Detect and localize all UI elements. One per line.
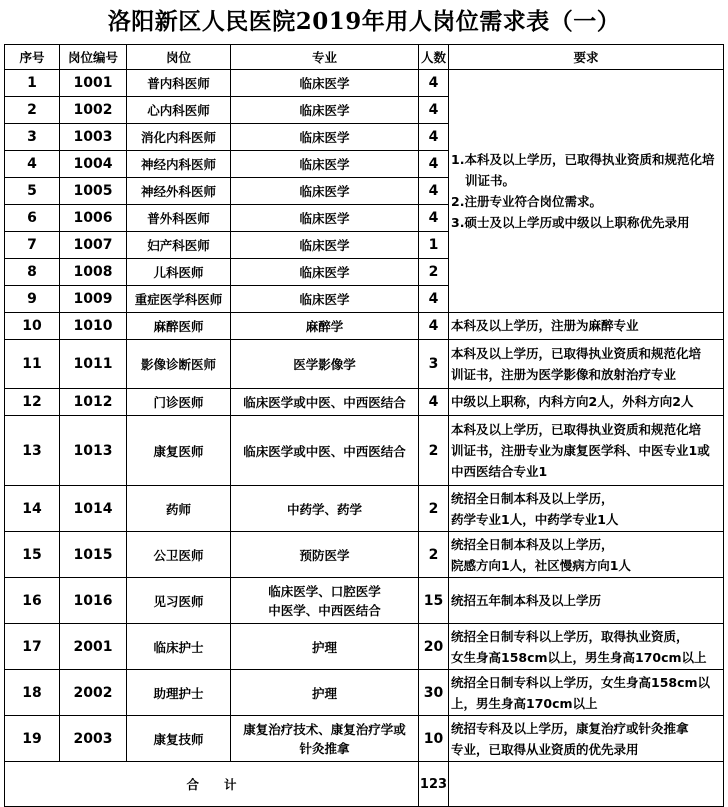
requirement-cell [449,389,724,416]
major-line: 针灸推拿 [299,740,350,756]
count-cell: 4 [419,124,449,151]
position-cell: 公卫医师 [127,532,231,578]
major-cell: 护理 [231,624,419,670]
requirement-line: 统招专科及以上学历，康复治疗或针灸推拿 [451,720,689,736]
requirement-cell [449,624,724,670]
seq-cell: 5 [5,178,60,205]
seq-cell: 6 [5,205,60,232]
requirement-line: 本科及以上学历，注册为麻醉专业 [451,318,639,333]
code-cell: 1002 [60,97,127,124]
header-major: 专业 [231,45,419,70]
major-cell: 临床医学 [231,205,419,232]
count-cell: 2 [419,486,449,532]
code-cell: 1012 [60,389,127,416]
total-row [5,762,724,807]
code-cell: 1007 [60,232,127,259]
position-cell: 妇产科医师 [127,232,231,259]
position-cell: 药师 [127,486,231,532]
requirement-cell [449,486,724,532]
position-cell: 消化内科医师 [127,124,231,151]
requirement-line: 统招全日制本科及以上学历， [451,490,614,506]
count-cell: 20 [419,624,449,670]
major-line: 临床医学、口腔医学 [268,583,381,599]
table-row [5,70,724,97]
requirement-line: 中西医结合专业1 [451,464,548,479]
position-cell: 神经外科医师 [127,178,231,205]
table-row [5,578,724,624]
requirement-cell [449,578,724,624]
position-cell: 影像诊断医师 [127,340,231,389]
major-cell: 临床医学 [231,97,419,124]
table-row [5,624,724,670]
header-seq: 序号 [5,45,60,70]
code-cell: 1001 [60,70,127,97]
major-cell: 医学影像学 [231,340,419,389]
code-cell: 1016 [60,578,127,624]
job-table [4,44,724,807]
header-position: 岗位 [127,45,231,70]
position-cell: 助理护士 [127,670,231,716]
position-cell: 临床护士 [127,624,231,670]
count-cell: 4 [419,205,449,232]
seq-cell: 19 [5,716,60,762]
group-requirement-cell [449,70,724,313]
requirement-line: 专业，已取得从业资质的优先录用 [451,741,639,757]
requirement-line: 统招全日制本科及以上学历， [451,536,614,552]
total-label: 合 计 [5,762,419,807]
major-cell: 临床医学 [231,124,419,151]
seq-cell: 12 [5,389,60,416]
code-cell: 1006 [60,205,127,232]
requirement-line: 院感方向1人，社区慢病方向1人 [451,557,631,573]
table-row [5,389,724,416]
count-cell: 4 [419,286,449,313]
position-cell: 见习医师 [127,578,231,624]
code-cell: 1003 [60,124,127,151]
requirement-line: 统招全日制专科以上学历，取得执业资质， [451,628,689,644]
requirement-line: 中级以上职称，内科方向2人，外科方向2人 [451,394,694,409]
position-cell: 麻醉医师 [127,313,231,340]
requirement-line: 2.注册专业符合岗位需求。 [451,194,602,209]
seq-cell: 14 [5,486,60,532]
header-count: 人数 [419,45,449,70]
table-row [5,486,724,532]
position-cell: 普外科医师 [127,205,231,232]
major-cell: 临床医学 [231,151,419,178]
major-line: 康复治疗技术、康复治疗学或 [243,721,406,737]
requirement-line: 本科及以上学历，已取得执业资质和规范化培 [451,422,702,437]
seq-cell: 10 [5,313,60,340]
requirement-line: 3.硕士及以上学历或中级以上职称优先录用 [451,215,690,230]
major-cell: 临床医学或中医、中西医结合 [231,389,419,416]
count-cell: 4 [419,151,449,178]
position-cell: 康复医师 [127,416,231,486]
header-code: 岗位编号 [60,45,127,70]
major-cell [231,578,419,624]
seq-cell: 1 [5,70,60,97]
major-line: 中医学、中西医结合 [268,602,381,618]
major-cell: 临床医学或中医、中西医结合 [231,416,419,486]
code-cell: 2002 [60,670,127,716]
seq-cell: 8 [5,259,60,286]
requirement-line: 训证书，注册为医学影像和放射治疗专业 [451,367,677,382]
requirement-line: 1.本科及以上学历，已取得执业资质和规范化培 [451,152,715,167]
major-cell: 中药学、药学 [231,486,419,532]
seq-cell: 11 [5,340,60,389]
code-cell: 1009 [60,286,127,313]
total-count: 123 [419,762,449,807]
code-cell: 1004 [60,151,127,178]
position-cell: 神经内科医师 [127,151,231,178]
seq-cell: 9 [5,286,60,313]
requirement-cell [449,416,724,486]
count-cell: 4 [419,389,449,416]
major-cell: 护理 [231,670,419,716]
table-row [5,416,724,486]
page-title: 洛阳新区人民医院2019年用人岗位需求表（一） [107,8,621,35]
seq-cell: 15 [5,532,60,578]
major-cell: 临床医学 [231,286,419,313]
seq-cell: 4 [5,151,60,178]
count-cell: 2 [419,259,449,286]
seq-cell: 2 [5,97,60,124]
requirement-line: 训证书。 [465,173,516,188]
major-cell: 预防医学 [231,532,419,578]
requirement-cell [449,313,724,340]
code-cell: 1008 [60,259,127,286]
major-cell: 临床医学 [231,70,419,97]
position-cell: 门诊医师 [127,389,231,416]
requirement-line: 统招五年制本科及以上学历 [451,592,602,608]
count-cell: 15 [419,578,449,624]
count-cell: 30 [419,670,449,716]
header-row [5,45,724,70]
seq-cell: 13 [5,416,60,486]
seq-cell: 16 [5,578,60,624]
requirement-cell [449,716,724,762]
code-cell: 1011 [60,340,127,389]
count-cell: 4 [419,313,449,340]
requirement-line: 统招全日制专科以上学历，女生身高158cm以 [451,674,711,690]
requirement-line: 训证书，注册专业为康复医学科、中医专业1或 [451,443,710,458]
total-empty-cell [449,762,724,807]
seq-cell: 18 [5,670,60,716]
position-cell: 儿科医师 [127,259,231,286]
seq-cell: 17 [5,624,60,670]
major-cell: 麻醉学 [231,313,419,340]
header-requirement: 要求 [449,45,724,70]
position-cell: 重症医学科医师 [127,286,231,313]
count-cell: 10 [419,716,449,762]
major-cell: 临床医学 [231,259,419,286]
requirement-cell [449,670,724,716]
table-row [5,313,724,340]
code-cell: 1010 [60,313,127,340]
count-cell: 1 [419,232,449,259]
position-cell: 心内科医师 [127,97,231,124]
code-cell: 1005 [60,178,127,205]
code-cell: 1013 [60,416,127,486]
position-cell: 康复技师 [127,716,231,762]
position-cell: 普内科医师 [127,70,231,97]
count-cell: 2 [419,532,449,578]
code-cell: 2001 [60,624,127,670]
major-cell [231,716,419,762]
seq-cell: 3 [5,124,60,151]
code-cell: 1014 [60,486,127,532]
count-cell: 2 [419,416,449,486]
code-cell: 2003 [60,716,127,762]
table-row [5,532,724,578]
requirement-cell [449,340,724,389]
requirement-line: 药学专业1人，中药学专业1人 [451,511,619,527]
count-cell: 4 [419,178,449,205]
major-cell: 临床医学 [231,232,419,259]
code-cell: 1015 [60,532,127,578]
table-row [5,670,724,716]
table-row [5,340,724,389]
requirement-cell [449,532,724,578]
count-cell: 4 [419,97,449,124]
table-row [5,716,724,762]
count-cell: 3 [419,340,449,389]
seq-cell: 7 [5,232,60,259]
requirement-line: 本科及以上学历，已取得执业资质和规范化培 [451,346,702,361]
count-cell: 4 [419,70,449,97]
major-cell: 临床医学 [231,178,419,205]
requirement-line: 上，男生身高170cm以上 [451,695,598,711]
requirement-line: 女生身高158cm以上，男生身高170cm以上 [451,649,707,665]
